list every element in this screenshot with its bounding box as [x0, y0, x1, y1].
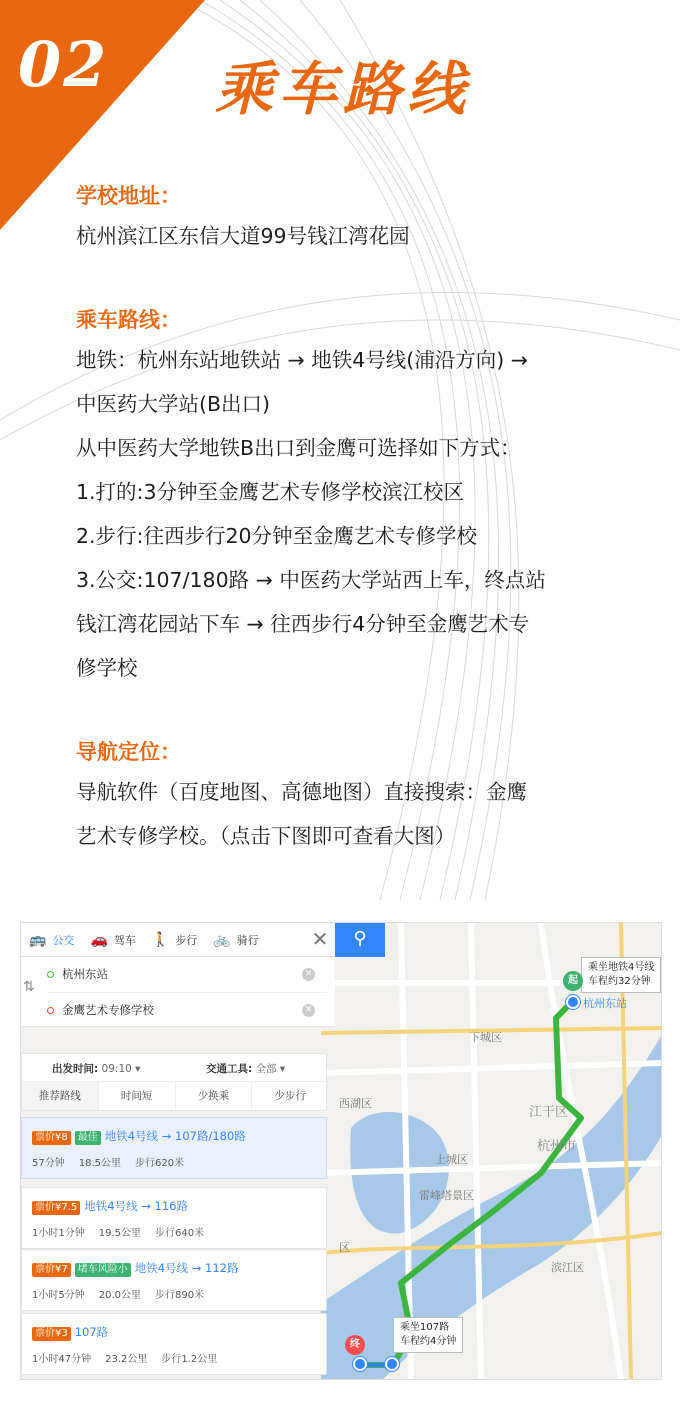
- address-heading: 学校地址：: [76, 184, 181, 208]
- tab-shortest-time[interactable]: 时间短: [99, 1082, 176, 1110]
- bike-icon: 🚲: [213, 931, 231, 948]
- map-label: 上城区: [435, 1153, 468, 1166]
- end-dot-icon: [47, 1007, 54, 1014]
- tab-recommended[interactable]: 推荐路线: [22, 1082, 99, 1110]
- map-label: 杭州东站: [583, 997, 627, 1010]
- search-button[interactable]: ⚲: [335, 923, 385, 957]
- map-label: 雷峰塔景区: [419, 1189, 474, 1202]
- end-pin-icon[interactable]: 终: [345, 1335, 365, 1355]
- clear-end-icon[interactable]: ✕: [302, 1004, 315, 1017]
- content: [76, 178, 636, 858]
- end-info-bubble: 乘坐107路 车程约4分钟: [393, 1317, 463, 1353]
- route-line: 3.公交:107/180路 → 中医药大学站西上车，终点站: [76, 568, 546, 592]
- nav-line: 艺术专修学校。（点击下图即可查看大图）: [76, 824, 456, 848]
- route-line: 地铁：杭州东站地铁站 → 地铁4号线(浦沿方向) →: [76, 348, 528, 372]
- bus-stop-icon: [353, 1357, 367, 1371]
- route-options: [21, 1053, 327, 1111]
- start-input[interactable]: 杭州东站 ✕: [47, 957, 327, 991]
- end-input[interactable]: 金鹰艺术专修学校 ✕: [47, 993, 327, 1027]
- close-icon[interactable]: ✕: [311, 927, 329, 951]
- route-line: 从中医药大学地铁B出口到金鹰可选择如下方式：: [76, 436, 521, 460]
- route-option[interactable]: 票价¥7.5 地铁4号线 → 116路 1小时1分钟 19.5公里 步行640米: [21, 1187, 327, 1249]
- map-label: 西湖区: [339, 1097, 372, 1110]
- start-pin-icon[interactable]: 起: [563, 971, 583, 991]
- route-option[interactable]: 票价¥8 最佳 地铁4号线 → 107路/180路 57分钟 18.5公里 步行620米: [21, 1117, 327, 1179]
- nav-heading: 导航定位：: [76, 740, 181, 764]
- section-number: 02: [18, 28, 109, 101]
- address-text: 杭州滨江区东信大道99号钱江湾花园: [76, 224, 410, 248]
- nav-line: 导航软件（百度地图、高德地图）直接搜索：金鹰: [76, 780, 527, 804]
- bus-stop-icon: [566, 995, 580, 1009]
- route-option[interactable]: 票价¥3 107路 1小时47分钟 23.2公里 步行1.2公里: [21, 1313, 327, 1375]
- map-label: 滨江区: [551, 1261, 584, 1274]
- route-map[interactable]: [20, 922, 662, 1380]
- map-label: 杭州市: [537, 1139, 577, 1154]
- walk-icon: 🚶: [151, 931, 170, 948]
- tab-less-walking[interactable]: 少步行: [274, 1090, 306, 1102]
- bus-stop-icon: [385, 1357, 399, 1371]
- tab-fewer-transfers[interactable]: 少换乘: [176, 1082, 253, 1110]
- map-label: 江干区: [529, 1105, 569, 1120]
- bus-icon: 🚌: [29, 931, 47, 948]
- route-option[interactable]: 票价¥7 堵车风险小 地铁4号线 → 112路 1小时5分钟 20.0公里 步行890米: [21, 1249, 327, 1311]
- route-line: 修学校: [76, 656, 138, 680]
- mode-walk[interactable]: 🚶 步行: [151, 931, 198, 948]
- transport-select[interactable]: 交通工具: 全部 ▾: [206, 1063, 286, 1075]
- start-info-bubble: 乘坐地铁4号线 车程约32分钟: [581, 957, 661, 993]
- map-label: 下城区: [469, 1031, 502, 1044]
- mode-bus[interactable]: 🚌 公交: [29, 931, 75, 948]
- start-dot-icon: [47, 971, 54, 978]
- mode-bike[interactable]: 🚲 骑行: [213, 931, 259, 948]
- mode-drive[interactable]: 🚗 驾车: [90, 931, 136, 948]
- page-title: 乘车路线: [215, 55, 472, 123]
- route-heading: 乘车路线：: [76, 308, 181, 332]
- route-line: 中医药大学站(B出口): [76, 392, 271, 416]
- travel-mode-bar: [21, 923, 335, 957]
- swap-icon[interactable]: ⇅: [23, 979, 35, 995]
- clear-start-icon[interactable]: ✕: [302, 968, 315, 981]
- car-icon: 🚗: [90, 931, 108, 948]
- route-line: 钱江湾花园站下车 → 往西步行4分钟至金鹰艺术专: [76, 612, 530, 636]
- route-inputs: [21, 957, 335, 1027]
- route-line: 1.打的:3分钟至金鹰艺术专修学校滨江校区: [76, 480, 465, 504]
- route-line: 2.步行:往西步行20分钟至金鹰艺术专修学校: [76, 524, 478, 548]
- map-label: 区: [339, 1241, 350, 1254]
- depart-time-select[interactable]: 出发时间: 09:10 ▾: [52, 1063, 141, 1075]
